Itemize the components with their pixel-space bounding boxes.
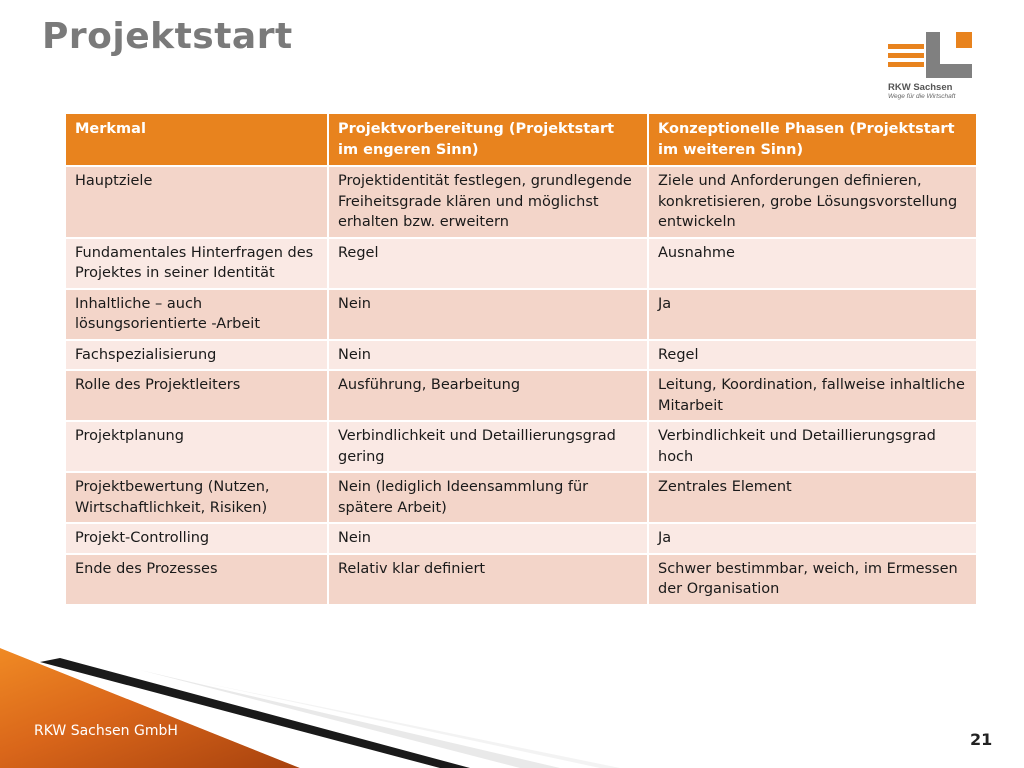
table-cell: Projekt-Controlling (65, 523, 328, 554)
table-cell: Inhaltliche – auch lösungsorientierte -Arbeit (65, 289, 328, 340)
table-cell: Verbindlichkeit und Detaillierungsgrad hoch (648, 421, 977, 472)
table-row (65, 523, 977, 554)
comparison-table (64, 112, 978, 606)
table-cell: Regel (648, 340, 977, 371)
logo-tagline: Wege für die Wirtschaft (888, 93, 956, 100)
logo-name: RKW Sachsen (888, 82, 953, 93)
table-row (65, 554, 977, 605)
table-cell: Nein (328, 340, 648, 371)
table-row (65, 166, 977, 238)
table-cell: Zentrales Element (648, 472, 977, 523)
footer-company: RKW Sachsen GmbH (34, 723, 178, 739)
page-number: 21 (970, 730, 993, 749)
table-cell: Nein (lediglich Ideensammlung für spätere Arbeit) (328, 472, 648, 523)
table-cell: Hauptziele (65, 166, 328, 238)
table-cell: Nein (328, 289, 648, 340)
table-cell: Rolle des Projektleiters (65, 370, 328, 421)
table-cell: Ausführung, Bearbeitung (328, 370, 648, 421)
table-cell: Projektidentität festlegen, grundlegende Freiheitsgrade klären und möglichst erhalten bzw. erweitern (328, 166, 648, 238)
table-cell: Fachspezialisierung (65, 340, 328, 371)
table-cell: Relativ klar definiert (328, 554, 648, 605)
table-cell: Ja (648, 523, 977, 554)
footer-decoration (0, 640, 620, 768)
table-row (65, 370, 977, 421)
table-cell: Ende des Prozesses (65, 554, 328, 605)
table-cell: Nein (328, 523, 648, 554)
table-cell: Projektplanung (65, 421, 328, 472)
table-row (65, 472, 977, 523)
table-cell: Verbindlichkeit und Detaillierungsgrad gering (328, 421, 648, 472)
table-cell: Leitung, Koordination, fallweise inhaltliche Mitarbeit (648, 370, 977, 421)
header-merkmal: Merkmal (65, 113, 328, 166)
header-konzeptionelle-phasen: Konzeptionelle Phasen (Projektstart im weiteren Sinn) (648, 113, 977, 166)
table-cell: Ziele und Anforderungen definieren, konkretisieren, grobe Lösungsvorstellung entwickeln (648, 166, 977, 238)
table-cell: Fundamentales Hinterfragen des Projektes in seiner Identität (65, 238, 328, 289)
table-cell: Schwer bestimmbar, weich, im Ermessen der Organisation (648, 554, 977, 605)
table-cell: Projektbewertung (Nutzen, Wirtschaftlichkeit, Risiken) (65, 472, 328, 523)
table-row (65, 289, 977, 340)
table-row (65, 340, 977, 371)
table-row (65, 238, 977, 289)
table-cell: Regel (328, 238, 648, 289)
table-header-row (65, 113, 977, 166)
table-row (65, 421, 977, 472)
slide-title: Projektstart (42, 16, 293, 57)
header-projektvorbereitung: Projektvorbereitung (Projektstart im engeren Sinn) (328, 113, 648, 166)
table-cell: Ja (648, 289, 977, 340)
table-cell: Ausnahme (648, 238, 977, 289)
